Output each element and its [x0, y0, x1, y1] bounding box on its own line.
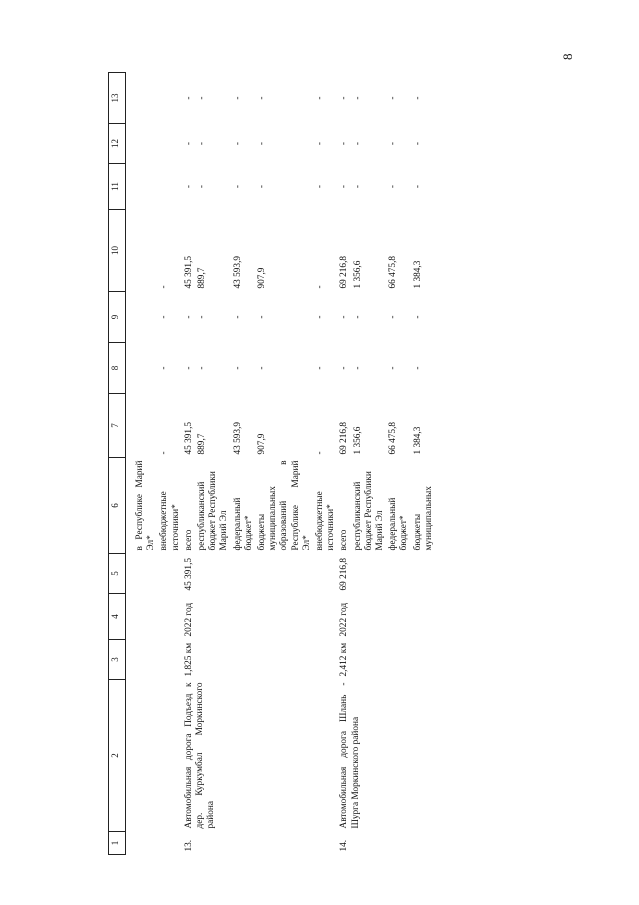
value-cell: -	[339, 315, 350, 319]
value-cell: 66 475,8	[388, 421, 399, 455]
value-cell: -	[315, 141, 326, 146]
col-header: 5	[109, 554, 126, 594]
value-cell: 907,9	[257, 433, 268, 455]
value-cell: -	[388, 366, 399, 370]
value-cell: -	[412, 315, 423, 319]
value-cell: -	[197, 96, 208, 100]
value-cell: -	[257, 141, 268, 146]
source-label: республиканский бюджет Республики Марий Эл	[352, 471, 386, 551]
table-row	[338, 73, 351, 855]
source-label: федеральный бюджет*	[232, 497, 254, 551]
value-cell: -	[388, 141, 399, 146]
value-cell: 45 391,5	[183, 255, 194, 289]
value-cell: 43 593,9	[232, 421, 243, 455]
value-cell: -	[352, 96, 363, 100]
value-cell: -	[197, 366, 208, 370]
value-cell: 45 391,5	[183, 421, 194, 455]
value-cell: -	[257, 315, 268, 319]
item-number: 13.	[183, 839, 194, 852]
value-cell: -	[412, 366, 423, 370]
value-cell: -	[257, 96, 268, 100]
value-cell: -	[197, 184, 208, 189]
value-cell: -	[257, 184, 268, 189]
value-cell: -	[388, 184, 399, 189]
value-cell: -	[159, 451, 170, 455]
table-row	[183, 73, 196, 855]
value-cell: -	[183, 315, 194, 319]
col-header: 1	[109, 832, 126, 855]
item-name: Автомобильная дорога Подъезд к дер. Куркумбал Моркинского района	[183, 682, 217, 829]
value-cell: -	[232, 141, 243, 146]
source-label: республиканский бюджет Республики Марий Эл	[197, 471, 230, 551]
value-cell: -	[315, 451, 326, 455]
value-cell: -	[159, 285, 170, 289]
column-number-row	[109, 73, 126, 855]
col-header: 7	[109, 394, 126, 458]
col-header: 6	[109, 458, 126, 554]
continuation-row	[158, 73, 182, 855]
value-cell: 43 593,9	[232, 255, 243, 289]
col-header: 3	[109, 640, 126, 680]
value-cell: -	[412, 141, 423, 146]
value-cell: -	[197, 315, 208, 319]
source-label: всего	[339, 529, 350, 551]
value-cell: 1 384,3	[412, 426, 423, 455]
value-cell: -	[232, 184, 243, 189]
value-cell: -	[315, 315, 326, 319]
value-cell: 907,9	[257, 267, 268, 289]
source-label: внебюджетные источники*	[159, 491, 181, 551]
col-header: 11	[109, 164, 126, 210]
value-cell: -	[339, 96, 350, 100]
source-label: бюджеты муниципальных	[412, 486, 434, 551]
source-label: федеральный бюджет*	[388, 497, 410, 551]
value-cell: -	[352, 366, 363, 370]
value-cell: -	[232, 96, 243, 100]
value-cell: 1 356,6	[352, 426, 363, 455]
col-header: 2	[109, 680, 126, 832]
value-cell: -	[412, 184, 423, 189]
col-header: 9	[109, 292, 126, 343]
value-cell: -	[197, 141, 208, 146]
value-cell: -	[352, 141, 363, 146]
continuation-row	[134, 73, 158, 855]
value-cell: 66 475,8	[388, 255, 399, 289]
value-cell: -	[183, 184, 194, 189]
value-cell: -	[315, 285, 326, 289]
value-cell: 889,7	[197, 433, 208, 455]
value-cell: -	[352, 184, 363, 189]
value-cell: -	[315, 366, 326, 370]
value-cell: -	[339, 184, 350, 189]
value-cell: -	[315, 96, 326, 100]
item-length: 2,412 км	[339, 642, 350, 677]
value-cell: -	[183, 141, 194, 146]
value-cell: -	[315, 184, 326, 189]
value-cell: -	[183, 96, 194, 100]
value-cell: -	[388, 315, 399, 319]
item-total: 69 216,8	[339, 557, 350, 591]
col-header: 4	[109, 594, 126, 640]
source-label: внебюджетные источники*	[315, 491, 337, 551]
source-label: в Республике Марий Эл*	[135, 460, 157, 551]
value-cell: -	[352, 315, 363, 319]
col-header: 13	[109, 73, 126, 124]
source-label: всего	[183, 529, 194, 551]
value-cell: 1 384,3	[412, 260, 423, 289]
value-cell: -	[388, 96, 399, 100]
value-cell: -	[232, 315, 243, 319]
col-header: 12	[109, 124, 126, 164]
item-length: 1,825 км	[183, 642, 194, 677]
source-label: бюджеты муниципальных образований в Республике Марий Эл*	[257, 460, 312, 551]
col-header: 10	[109, 210, 126, 292]
value-cell: -	[412, 96, 423, 100]
value-cell: -	[159, 366, 170, 370]
item-year: 2022 год	[183, 602, 194, 637]
value-cell: -	[183, 366, 194, 370]
value-cell: -	[232, 366, 243, 370]
value-cell: 889,7	[197, 267, 208, 289]
item-total: 45 391,5	[183, 557, 194, 591]
value-cell: -	[257, 366, 268, 370]
item-number: 14.	[339, 839, 350, 852]
value-cell: 69 216,8	[339, 255, 350, 289]
value-cell: -	[339, 141, 350, 146]
value-cell: 1 356,6	[352, 260, 363, 289]
col-header: 8	[109, 343, 126, 394]
page-number: 8	[560, 53, 575, 60]
item-year: 2022 год	[339, 602, 350, 637]
program-table	[108, 72, 436, 855]
value-cell: -	[159, 315, 170, 319]
value-cell: 69 216,8	[339, 421, 350, 455]
value-cell: -	[339, 366, 350, 370]
item-name: Автомобильная дорога Шлань - Шурга Моркинского района	[339, 682, 361, 829]
